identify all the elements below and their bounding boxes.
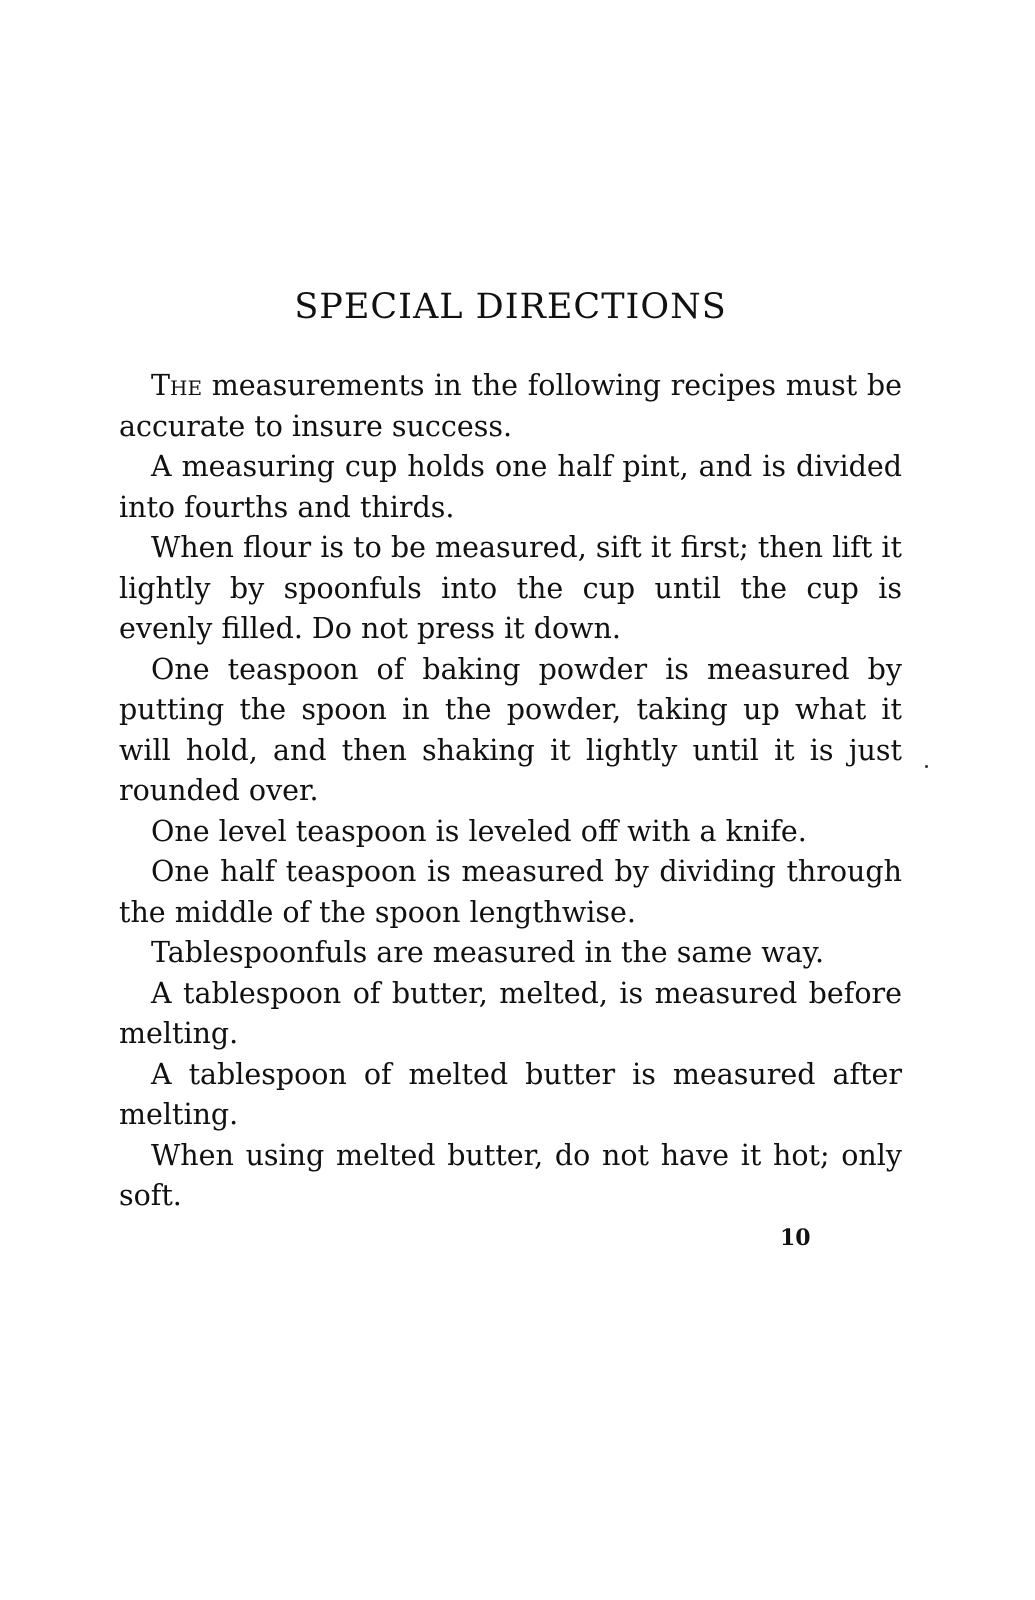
paragraph-text: A tablespoon of melted butter is measured after melting.: [119, 1057, 902, 1131]
paragraph-text: measurements in the following recipes must be accurate to insure success.: [119, 369, 902, 443]
paragraph: [119, 812, 902, 853]
body-text: [119, 366, 902, 1217]
paragraph-text: A tablespoon of butter, melted, is measured before melting.: [119, 976, 902, 1050]
print-speck: [925, 765, 928, 768]
paragraph: [119, 528, 902, 650]
page-number: 10: [780, 1225, 811, 1251]
paragraph-text: Tablespoonfuls are measured in the same way.: [151, 936, 825, 969]
paragraph-text: When using melted butter, do not have it hot; only soft.: [119, 1138, 902, 1212]
paragraph: [119, 1055, 902, 1136]
paragraph: [119, 852, 902, 933]
paragraph: [119, 974, 902, 1055]
paragraph: [119, 933, 902, 974]
paragraph-lead: The: [151, 369, 203, 402]
paragraph-text: One half teaspoon is measured by dividing through the middle of the spoon lengthwise.: [119, 855, 902, 929]
paragraph-text: A measuring cup holds one half pint, and is divided into fourths and thirds.: [119, 450, 902, 524]
paragraph: [119, 366, 902, 447]
paragraph-text: One teaspoon of baking powder is measured by putting the spoon in the powder, taking up what it will hold, and then shaking it lightly until it is just rounded over.: [119, 652, 902, 807]
page-title: SPECIAL DIRECTIONS: [294, 287, 727, 327]
paragraph: [119, 650, 902, 812]
paragraph: [119, 447, 902, 528]
paragraph: [119, 1136, 902, 1217]
paragraph-text: One level teaspoon is leveled off with a knife.: [151, 814, 807, 848]
paragraph-text: When flour is to be measured, sift it first; then lift it lightly by spoonfuls into the cup until the cup is evenly filled. Do not press it down.: [119, 531, 902, 645]
